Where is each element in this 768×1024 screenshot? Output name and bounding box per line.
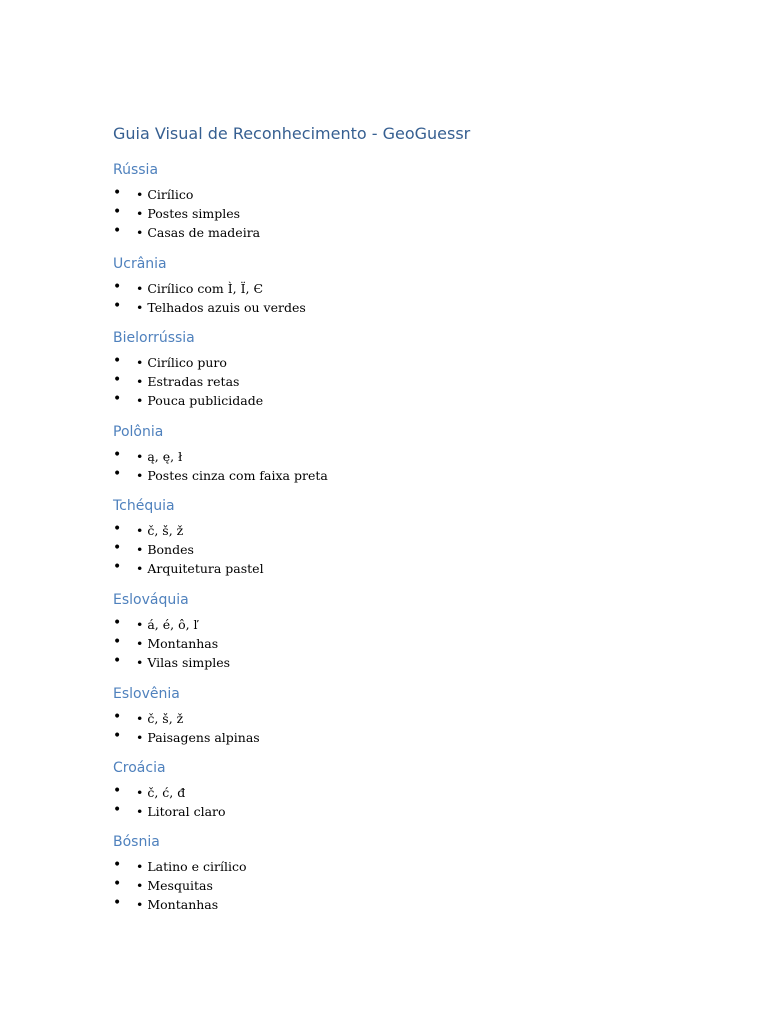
section-slovakia — [0, 590, 768, 684]
item-text: • Cirílico com Ì, Ï, Є — [136, 281, 264, 296]
section-poland — [0, 422, 768, 496]
item-text: • á, é, ô, ľ — [136, 617, 198, 632]
item-text: • Postes simples — [136, 206, 241, 221]
bullet-icon: • — [113, 615, 122, 631]
item-text: • Montanhas — [136, 897, 219, 912]
bullet-icon: • — [113, 353, 122, 369]
section-heading: Eslovênia — [113, 686, 180, 702]
bullet-icon: • — [113, 279, 122, 295]
item-text: • Pouca publicidade — [136, 393, 264, 408]
document-title: Guia Visual de Reconhecimento - GeoGuessr — [113, 124, 471, 143]
bullet-icon: • — [113, 876, 122, 892]
section-belarus — [0, 328, 768, 422]
bullet-icon: • — [113, 447, 122, 463]
item-text: • Telhados azuis ou verdes — [136, 300, 306, 315]
bullet-icon: • — [113, 185, 122, 201]
bullet-icon: • — [113, 728, 122, 744]
section-slovenia — [0, 684, 768, 758]
item-text: • č, ć, đ — [136, 785, 186, 800]
section-heading: Bielorrússia — [113, 330, 195, 346]
bullet-icon: • — [113, 372, 122, 388]
section-heading: Ucrânia — [113, 256, 167, 272]
item-text: • Litoral claro — [136, 804, 226, 819]
section-heading: Polônia — [113, 424, 164, 440]
item-text: • Cirílico — [136, 187, 194, 202]
section-czechia — [0, 496, 768, 590]
section-ukraine — [0, 254, 768, 328]
bullet-icon: • — [113, 521, 122, 537]
bullet-icon: • — [113, 895, 122, 911]
bullet-icon: • — [113, 540, 122, 556]
section-bosnia — [0, 832, 768, 926]
section-heading: Rússia — [113, 162, 159, 178]
bullet-icon: • — [113, 204, 122, 220]
bullet-icon: • — [113, 223, 122, 239]
item-text: • Casas de madeira — [136, 225, 261, 240]
section-croatia — [0, 758, 768, 832]
bullet-icon: • — [113, 653, 122, 669]
bullet-icon: • — [113, 466, 122, 482]
bullet-icon: • — [113, 391, 122, 407]
item-text: • ą, ę, ł — [136, 449, 183, 464]
item-text: • Paisagens alpinas — [136, 730, 260, 745]
bullet-icon: • — [113, 783, 122, 799]
bullet-icon: • — [113, 709, 122, 725]
item-text: • Latino e cirílico — [136, 859, 247, 874]
bullet-icon: • — [113, 298, 122, 314]
item-text: • Arquitetura pastel — [136, 561, 264, 576]
bullet-icon: • — [113, 559, 122, 575]
section-heading: Tchéquia — [113, 498, 175, 514]
section-heading: Bósnia — [113, 834, 160, 850]
bullet-icon: • — [113, 634, 122, 650]
item-text: • Vilas simples — [136, 655, 231, 670]
item-text: • Cirílico puro — [136, 355, 227, 370]
bullet-icon: • — [113, 857, 122, 873]
bullet-icon: • — [113, 802, 122, 818]
item-text: • Bondes — [136, 542, 194, 557]
item-text: • Montanhas — [136, 636, 219, 651]
country-sections — [0, 160, 768, 926]
item-text: • Mesquitas — [136, 878, 213, 893]
section-heading: Croácia — [113, 760, 166, 776]
item-text: • Estradas retas — [136, 374, 240, 389]
item-text: • č, š, ž — [136, 523, 184, 538]
item-text: • Postes cinza com faixa preta — [136, 468, 328, 483]
section-russia — [0, 160, 768, 254]
item-text: • č, š, ž — [136, 711, 184, 726]
section-heading: Eslováquia — [113, 592, 189, 608]
